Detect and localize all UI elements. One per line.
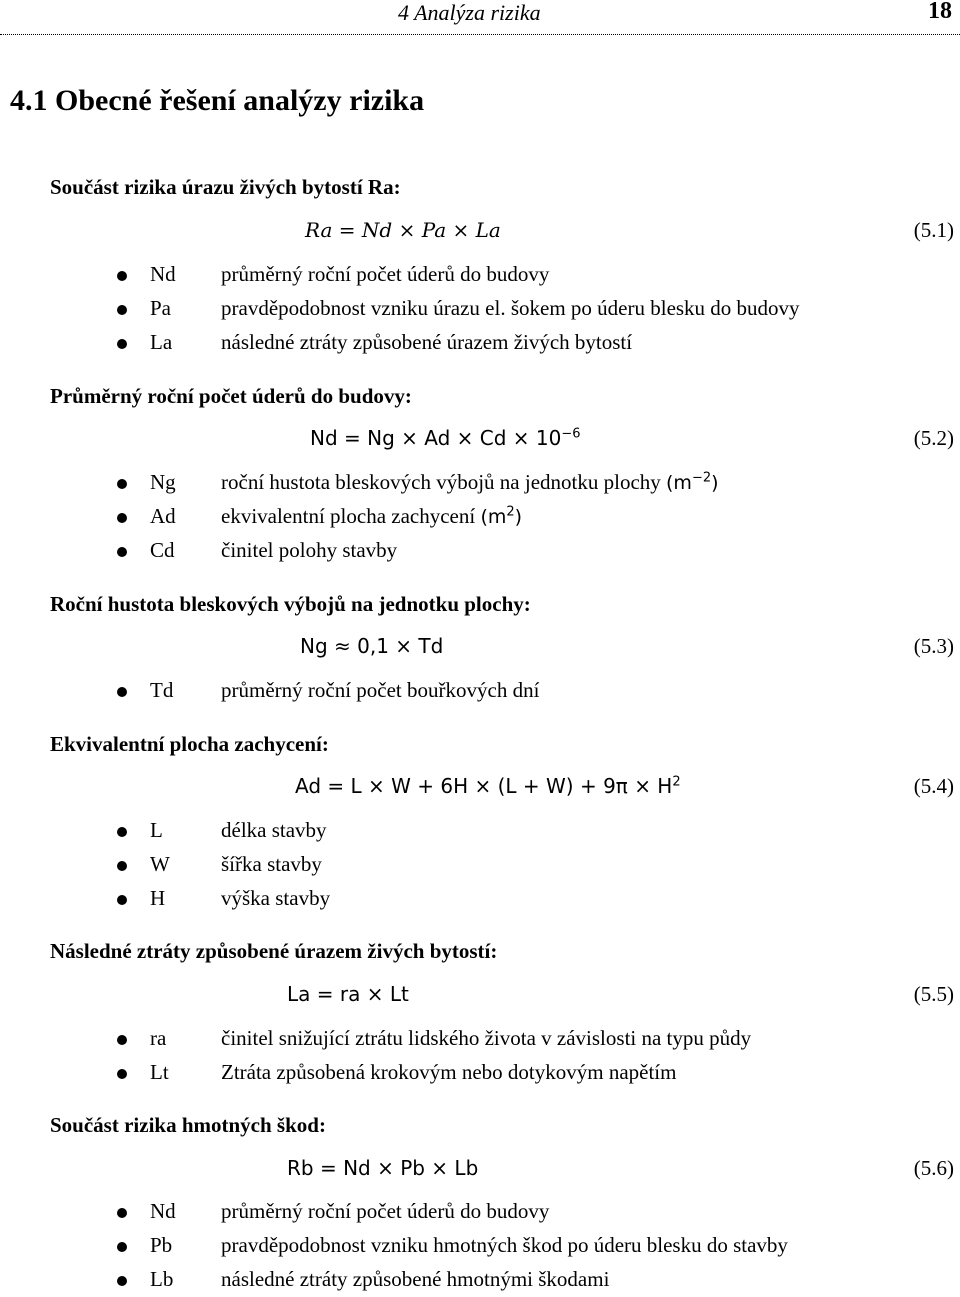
symbol: H [150,886,166,910]
equation-number: (5.4) [913,774,954,798]
subheading-nd: Průměrný roční počet úderů do budovy: [50,384,412,408]
bullet-icon [117,271,127,281]
subheading-ra: Součást rizika úrazu živých bytostí Ra: [50,175,401,199]
subheading-ng: Roční hustota bleskových výbojů na jednotku plochy: [50,592,531,616]
bullet-icon [117,1208,127,1218]
symbol: Pa [150,296,171,320]
description: pravděpodobnost vzniku úrazu el. šokem po úderu blesku do budovy [221,296,800,320]
equation-5-3: Ng ≈ 0,1 × Td [300,634,444,658]
symbol: W [150,852,170,876]
bullet-icon [117,339,127,349]
equation-number: (5.5) [913,982,954,1006]
description: roční hustota bleskových výbojů na jednotku plochy $(m^{-2})$ [221,470,719,494]
symbol: Nd [150,262,176,286]
symbol: L [150,818,163,842]
symbol: Ng [150,470,176,494]
bullet-icon [117,1069,127,1079]
symbol: Td [150,678,174,702]
description: průměrný roční počet úderů do budovy [221,1199,550,1223]
description: délka stavby [221,818,327,842]
subheading-la: Následné ztráty způsobené úrazem živých bytostí: [50,939,498,963]
description: výška stavby [221,886,331,910]
bullet-icon [117,687,127,697]
equation-5-4: $Ad = L \times W + 6H \times (L + W) + 9\pi \times H^2$ [295,774,681,798]
symbol: Ad [150,504,176,528]
section-title: 4.1 Obecné řešení analýzy rizika [10,84,425,117]
bullet-icon [117,827,127,837]
symbol: Nd [150,1199,176,1223]
description: průměrný roční počet úderů do budovy [221,262,550,286]
description: následné ztráty způsobené úrazem živých bytostí [221,330,633,354]
description: ekvivalentní plocha zachycení $(m^2)$ [221,504,523,528]
chapter-title: 4 Analýza rizika [398,0,541,25]
description: činitel snižující ztrátu lidského života v závislosti na typu půdy [221,1026,752,1050]
bullet-icon [117,861,127,871]
equation-5-2: $Nd = Ng \times Ad \times Cd \times 10^{-6}$ [310,426,581,450]
page-number: 18 [928,0,952,24]
equation-number: (5.3) [913,634,954,658]
bullet-icon [117,1035,127,1045]
equation-5-1: Ra = Nd × Pa × La [305,218,501,242]
unit: $(m^{-2})$ [666,470,719,494]
description: pravděpodobnost vzniku hmotných škod po úderu blesku do stavby [221,1233,788,1257]
unit: $(m^2)$ [480,504,523,528]
equation-number: (5.6) [913,1156,954,1180]
description: Ztráta způsobená krokovým nebo dotykovým napětím [221,1060,677,1084]
bullet-icon [117,1242,127,1252]
bullet-icon [117,1276,127,1286]
equation-number: (5.2) [913,426,954,450]
equation-5-6: Rb = Nd × Pb × Lb [287,1156,479,1180]
bullet-icon [117,547,127,557]
description: šířka stavby [221,852,322,876]
symbol: La [150,330,173,354]
equation-number: (5.1) [913,218,954,242]
subheading-rb: Součást rizika hmotných škod: [50,1113,326,1137]
page-header [0,0,960,35]
equation-5-5: La = ra × Lt [287,982,409,1006]
symbol: ra [150,1026,167,1050]
symbol: Lt [150,1060,169,1084]
description: průměrný roční počet bouřkových dní [221,678,540,702]
bullet-icon [117,479,127,489]
subheading-ad: Ekvivalentní plocha zachycení: [50,732,329,756]
symbol: Lb [150,1267,174,1291]
symbol: Pb [150,1233,173,1257]
bullet-icon [117,513,127,523]
bullet-icon [117,305,127,315]
description: činitel polohy stavby [221,538,398,562]
description: následné ztráty způsobené hmotnými škodami [221,1267,610,1291]
symbol: Cd [150,538,175,562]
bullet-icon [117,895,127,905]
